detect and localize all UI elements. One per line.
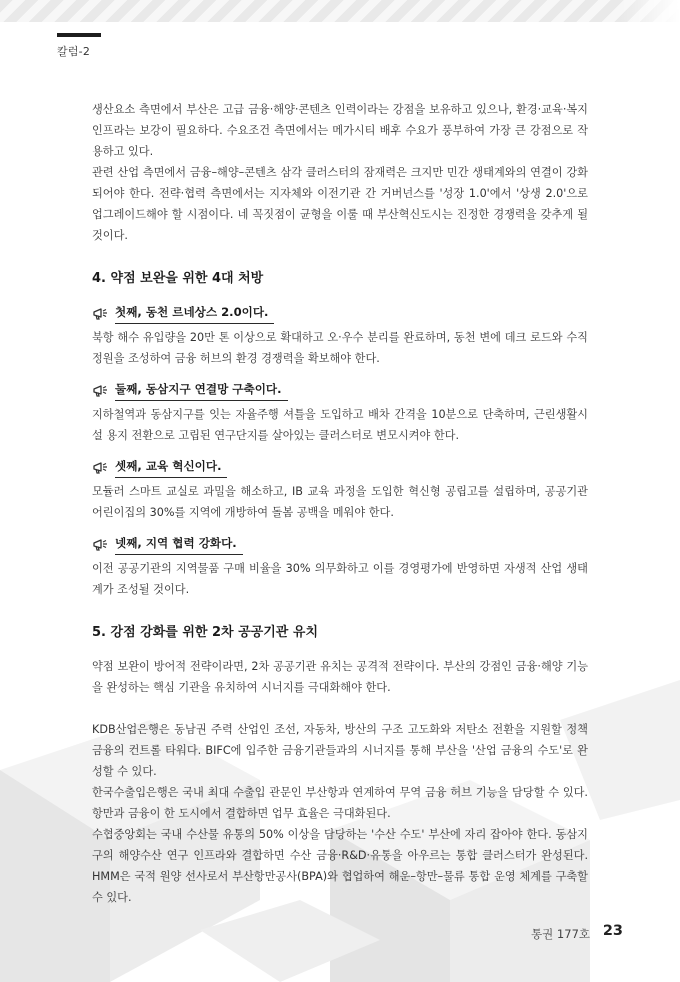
article-body xyxy=(92,99,588,908)
page-number: 23 xyxy=(602,923,623,939)
prescription-4-title: 넷째, 지역 협력 강화다. xyxy=(115,536,243,555)
prescription-1-title-row xyxy=(92,302,588,326)
prescription-2-title-row xyxy=(92,379,588,403)
section-tag: 칼럼-2 xyxy=(57,45,91,58)
prescription-4-title-row xyxy=(92,533,588,557)
megaphone-icon xyxy=(92,537,110,553)
issue-number: 통권 177호 xyxy=(531,927,590,941)
top-decorative-band xyxy=(0,0,680,22)
section-5-heading: 5. 강점 강화를 위한 2차 공공기관 유치 xyxy=(92,625,318,640)
prescription-1-title: 첫째, 동천 르네상스 2.0이다. xyxy=(115,305,274,324)
prescription-2-body: 지하철역과 동삼지구를 잇는 자율주행 셔틀을 도입하고 배차 간격을 10분으로 단축하며, 근린생활시설 용지 전환으로 고립된 연구단지를 살아있는 클러스터로 변모시켜야 한다. xyxy=(92,408,588,442)
prescription-3-body: 모듈러 스마트 교실로 과밀을 해소하고, IB 교육 과정을 도입한 혁신형 공립고를 설립하며, 공공기관 어린이집의 30%를 지역에 개방하여 돌봄 공백을 메워야 한다. xyxy=(92,485,588,519)
section-4-heading: 4. 약점 보완을 위한 4대 처방 xyxy=(92,271,264,286)
intro-paragraph-2: 관련 산업 측면에서 금융–해양–콘텐츠 삼각 클러스터의 잠재력은 크지만 민간 생태계와의 연결이 강화되어야 한다. 전략·협력 측면에서는 지자체와 이전기관 간 거버넌스를 '성장 1.0'에서 '상생 2.0'으로 업그레이드해야 할 시점이다. 네 꼭짓점이 균형을 이룰 때 부산혁신도시는 진정한 경쟁력을 갖추게 될 것이다. xyxy=(92,166,588,242)
prescription-3-title: 셋째, 교육 혁신이다. xyxy=(115,459,227,478)
prescription-3-title-row xyxy=(92,456,588,480)
prescription-2-title: 둘째, 동삼지구 연결망 구축이다. xyxy=(115,382,288,401)
section-tag-bar xyxy=(57,33,101,37)
megaphone-icon xyxy=(92,460,110,476)
section-5-paragraph-2: KDB산업은행은 동남권 주력 산업인 조선, 자동차, 방산의 구조 고도화와 저탄소 전환을 지원할 정책 금융의 컨트롤 타워다. BIFC에 입주한 금융기관들과의 시너지를 통해 부산을 '산업 금융의 수도'로 완성할 수 있다. xyxy=(92,723,588,778)
prescription-1-body: 북항 해수 유입량을 20만 톤 이상으로 확대하고 오·우수 분리를 완료하며, 동천 변에 데크 로드와 수직 정원을 조성하여 금융 허브의 환경 경쟁력을 확보해야 한다. xyxy=(92,331,588,365)
prescription-4-body: 이전 공공기관의 지역물품 구매 비율을 30% 의무화하고 이를 경영평가에 반영하면 자생적 산업 생태계가 조성될 것이다. xyxy=(92,562,588,596)
intro-paragraph-1: 생산요소 측면에서 부산은 고급 금융·해양·콘텐츠 인력이라는 강점을 보유하고 있으나, 환경·교육·복지 인프라는 보강이 필요하다. 수요조건 측면에서는 메가시티 배후 수요가 풍부하여 가장 큰 강점으로 작용하고 있다. xyxy=(92,103,588,158)
section-5-paragraph-4: 수협중앙회는 국내 수산물 유통의 50% 이상을 담당하는 '수산 수도' 부산에 자리 잡아야 한다. 동삼지구의 해양수산 연구 인프라와 결합하면 수산 금융·R&D·유통을 아우르는 통합 클러스터가 완성된다. HMM은 국적 원양 선사로서 부산항만공사(BPA)와 협업하여 해운–항만–물류 통합 운영 체계를 구축할 수 있다. xyxy=(92,828,588,904)
paragraph-gap xyxy=(92,698,588,719)
megaphone-icon xyxy=(92,383,110,399)
megaphone-icon xyxy=(92,306,110,322)
section-5-paragraph-3: 한국수출입은행은 국내 최대 수출입 관문인 부산항과 연계하여 무역 금융 허브 기능을 담당할 수 있다. 항만과 금융이 한 도시에서 결합하면 업무 효율은 극대화된다. xyxy=(92,786,588,820)
section-5-paragraph-1: 약점 보완이 방어적 전략이라면, 2차 공공기관 유치는 공격적 전략이다. 부산의 강점인 금융·해양 기능을 완성하는 핵심 기관을 유치하여 시너지를 극대화해야 한다. xyxy=(92,660,588,694)
